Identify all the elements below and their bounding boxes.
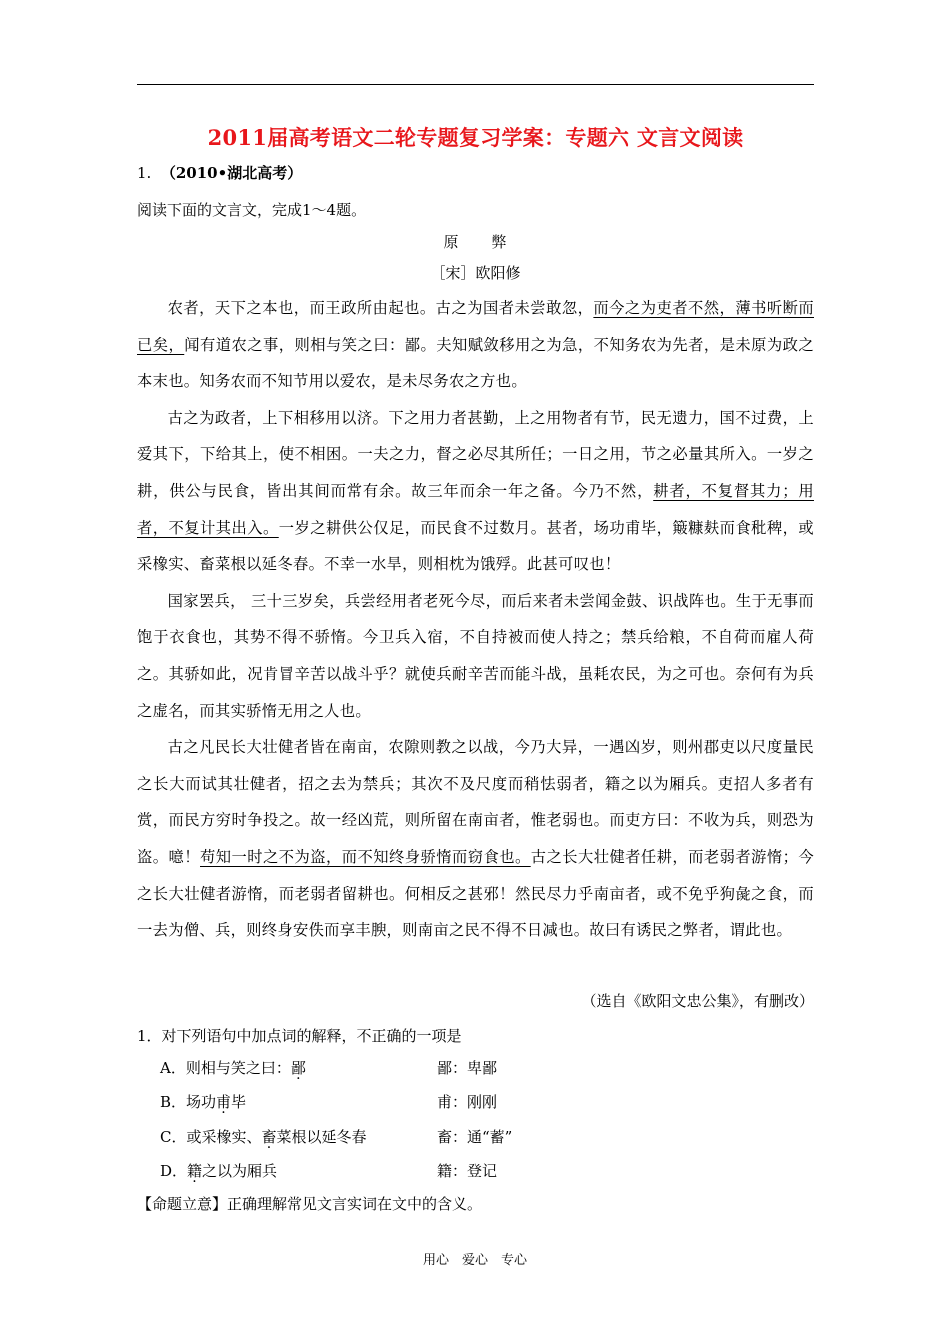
dotted-word: 鄙 — [290, 1059, 306, 1077]
dotted-word: 甫 — [216, 1093, 232, 1111]
question-intent — [137, 1193, 482, 1214]
intent-text: 正确理解常见文言实词在文中的含义。 — [227, 1195, 483, 1213]
underlined-sentence: 而今之为吏者不然，薄书听断而已矣， — [137, 299, 814, 354]
paragraph-text: 农者，天下之本也，而王政所由起也。古之为国者未尝敢忽， — [167, 299, 594, 317]
paragraph-text: 古之为政者，上下相移用以济。下之用力者甚勤，上之用物者有节，民无遗力，国不过费，上爱其下，下给其上，使不相困。一夫之力，督之必尽其所任；一日之用，节之必量其所入。一岁之耕，供公与民食，皆出其间而常有余。故三年而余一年之备。今乃不然， — [137, 408, 814, 500]
dotted-word: 畜 — [261, 1128, 277, 1146]
option-c-explanation: 畜：通“蓄” — [437, 1128, 513, 1146]
option-text: A．则相与笑之曰： — [160, 1059, 291, 1077]
option-text: D． — [160, 1162, 188, 1180]
intent-label: 【命题立意】 — [137, 1195, 228, 1213]
option-b-explanation: 甫：刚刚 — [437, 1093, 498, 1111]
paragraph-text: 古之凡民长大壮健者皆在南亩，农隙则教之以战，今乃大异，一遇凶岁，则州郡吏以尺度量民之长大而试其壮健者，招之去为禁兵；其次不及尺度而稍怯弱者，籍之以为厢兵。吏招人多者有赏，而民方穷时争投之。故一经凶荒，则所留在南亩者，惟老弱也。而吏方曰：不收为兵，则恐为盗。噫！ — [137, 738, 814, 866]
option-a-explanation: 鄙：卑鄙 — [437, 1059, 498, 1077]
passage-title: 原 弊 — [443, 233, 508, 251]
option-text: 毕 — [231, 1093, 247, 1111]
option-text: C．或采橡实、 — [160, 1128, 262, 1146]
paragraph-text: 闻有道农之事，则相与笑之曰：鄙。夫知赋敛移用之为急，不知务农为先者，是未原为政之本末也。知务农而不知节用以爱农，是未尽务农之方也。 — [137, 335, 814, 391]
dotted-word: 籍 — [187, 1162, 203, 1180]
paragraph-4 — [137, 729, 814, 949]
option-b — [160, 1091, 246, 1112]
page-title: 2011届高考语文二轮专题复习学案：专题六 文言文阅读 — [207, 125, 744, 150]
option-a — [160, 1057, 306, 1078]
option-c — [160, 1126, 367, 1147]
paragraph-3: 国家罢兵， 三十三岁矣，兵尝经用者老死今尽，而后来者未尝闻金鼓、识战阵也。生于无事而饱于衣食也，其势不得不骄惰。今卫兵入宿，不自持被而使人持之；禁兵给粮，不自荷而雇人荷之。其骄如此，况肯冒辛苦以战斗乎？就使兵耐辛苦而能斗战，虽耗农民，为之可也。奈何有为兵之虚名，而其实骄惰无用之人也。 — [137, 591, 814, 720]
passage-author: ［宋］欧阳修 — [430, 264, 521, 282]
passage-source: （选自《欧阳文忠公集》，有删改） — [581, 992, 814, 1010]
underlined-sentence: 苟知一时之不为盗，而不知终身骄惰而窃食也。 — [200, 847, 531, 866]
question-stem: 1．对下列语句中加点词的解释，不正确的一项是 — [137, 1027, 462, 1045]
page-footer: 用心 爱心 专心 — [422, 1253, 527, 1268]
option-text: 之以为厢兵 — [202, 1162, 278, 1180]
paragraph-text: 一岁之耕供公仅足，而民食不过数月。甚者，场功甫毕，簸糠麸而食秕稗，或采橡实、畜菜根以延冬春。不幸一水旱，则相枕为饿殍。此甚可叹也！ — [137, 518, 815, 574]
option-d-explanation: 籍：登记 — [437, 1162, 498, 1180]
paragraph-1 — [137, 290, 814, 400]
paragraph-2 — [137, 400, 814, 583]
paragraph-text: 古之长大壮健者任耕，而老弱者游惰；今之长大壮健者游惰，而老弱者留耕也。何相反之甚邪！然民尽力乎南亩者，或不免乎狗彘之食，而一去为僧、兵，则终身安佚而享丰腴，则南亩之民不得不日减也。故曰有诱民之弊者，谓此也。 — [137, 847, 815, 940]
question-number-line — [137, 162, 302, 183]
header-rule — [137, 84, 814, 85]
instruction: 阅读下面的文言文，完成1～4题。 — [137, 201, 367, 219]
option-d — [160, 1160, 277, 1181]
question-number: 1. — [137, 164, 152, 182]
option-text: B．场功 — [160, 1093, 217, 1111]
passage-body — [137, 290, 814, 949]
underlined-sentence: 耕者，不复督其力；用者，不复计其出入。 — [137, 481, 814, 537]
question-source: （2010•湖北高考） — [160, 164, 303, 182]
option-text: 菜根以延冬春 — [276, 1128, 367, 1146]
